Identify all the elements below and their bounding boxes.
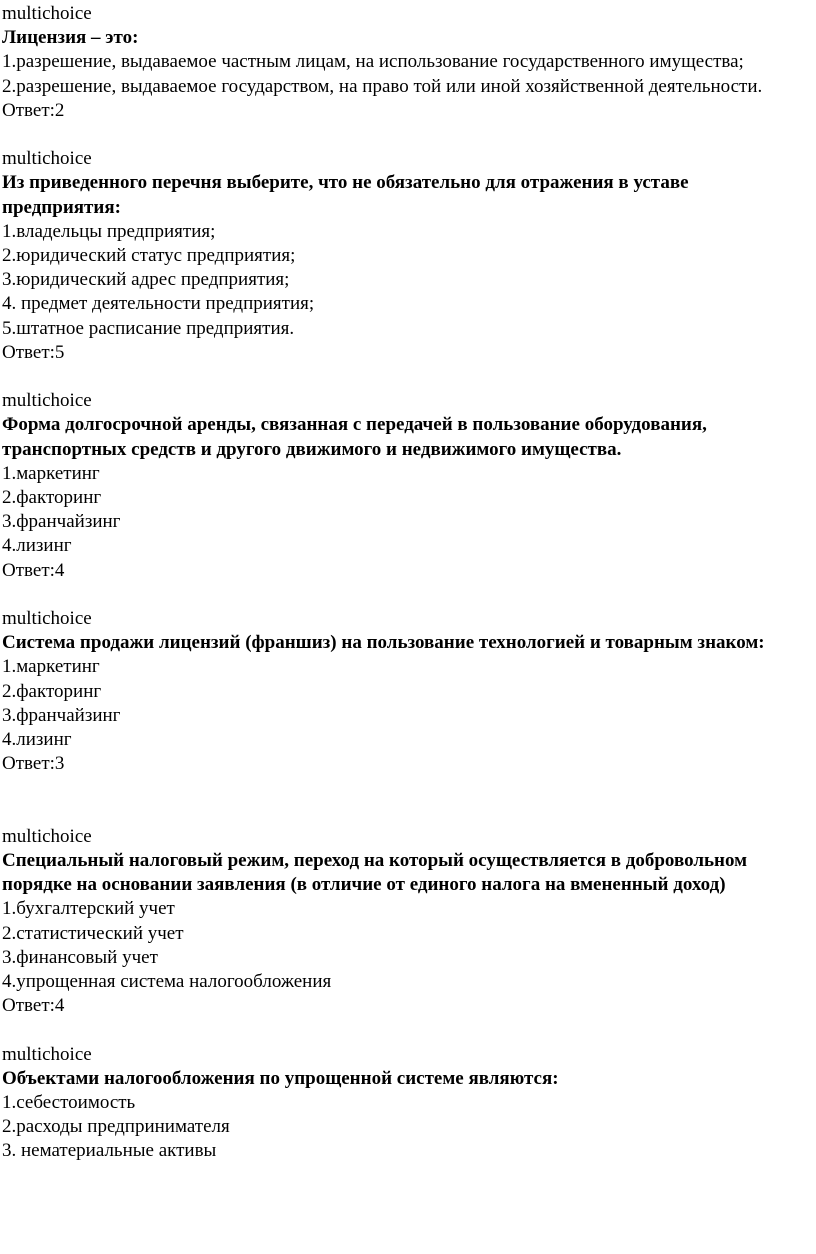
- answer-option: 3. нематериальные активы: [2, 1140, 217, 1162]
- answer-option: 4.лизинг: [2, 535, 72, 557]
- answer-option: 3.франчайзинг: [2, 704, 121, 726]
- correct-answer: Ответ:4: [2, 995, 65, 1017]
- answer-option: 2.разрешение, выдаваемое государством, на право той или иной хозяйственной деятельности.: [2, 75, 763, 97]
- correct-answer: Ответ:2: [2, 99, 65, 121]
- answer-option: 2.юридический статус предприятия;: [2, 245, 296, 267]
- correct-answer: Ответ:4: [2, 559, 65, 581]
- question-type: multichoice: [2, 148, 92, 170]
- question-type: multichoice: [2, 1043, 92, 1065]
- question-4: [2, 607, 816, 776]
- answer-option: 5.штатное расписание предприятия.: [2, 317, 295, 339]
- answer-option: 1.владельцы предприятия;: [2, 220, 216, 242]
- question-prompt: Лицензия – это:: [2, 27, 139, 49]
- answer-option: 2.статистический учет: [2, 922, 184, 944]
- answer-option: 2.расходы предпринимателя: [2, 1116, 230, 1138]
- answer-option: 1.маркетинг: [2, 656, 100, 678]
- answer-option: 3.финансовый учет: [2, 946, 158, 968]
- answer-option: 4. предмет деятельности предприятия;: [2, 293, 315, 315]
- answer-option: 4.лизинг: [2, 729, 72, 751]
- correct-answer: Ответ:5: [2, 341, 65, 363]
- question-prompt: Система продажи лицензий (франшиз) на пользование технологией и товарным знаком:: [2, 632, 765, 654]
- question-3: [2, 389, 816, 583]
- question-type: multichoice: [2, 3, 92, 24]
- answer-option: 4.упрощенная система налогообложения: [2, 971, 332, 993]
- question-6: [2, 1043, 816, 1164]
- answer-option: 3.франчайзинг: [2, 511, 121, 533]
- question-prompt: Объектами налогообложения по упрощенной системе являются:: [2, 1067, 559, 1089]
- answer-option: 1.бухгалтерский учет: [2, 898, 175, 920]
- question-type: multichoice: [2, 825, 92, 847]
- answer-option: 1.себестоимость: [2, 1092, 136, 1114]
- question-prompt: Специальный налоговый режим, переход на который осуществляется в добровольном порядке на основании заявления (в отличие от единого налога на вмененный доход): [2, 850, 748, 896]
- answer-option: 2.факторинг: [2, 680, 102, 702]
- question-prompt: Из приведенного перечня выберите, что не обязательно для отражения в уставе предприятия:: [2, 172, 689, 218]
- answer-option: 1.маркетинг: [2, 462, 100, 484]
- answer-option: 1.разрешение, выдаваемое частным лицам, на использование государственного имущества;: [2, 51, 744, 73]
- question-2: [2, 147, 816, 365]
- question-5: [2, 825, 816, 1019]
- answer-option: 3.юридический адрес предприятия;: [2, 269, 290, 291]
- question-type: multichoice: [2, 608, 92, 630]
- question-type: multichoice: [2, 390, 92, 412]
- answer-option: 2.факторинг: [2, 487, 102, 509]
- correct-answer: Ответ:3: [2, 753, 65, 775]
- question-1: [2, 2, 816, 123]
- question-prompt: Форма долгосрочной аренды, связанная с передачей в пользование оборудования, транспортных средств и другого движимого и недвижимого имущества.: [2, 414, 707, 460]
